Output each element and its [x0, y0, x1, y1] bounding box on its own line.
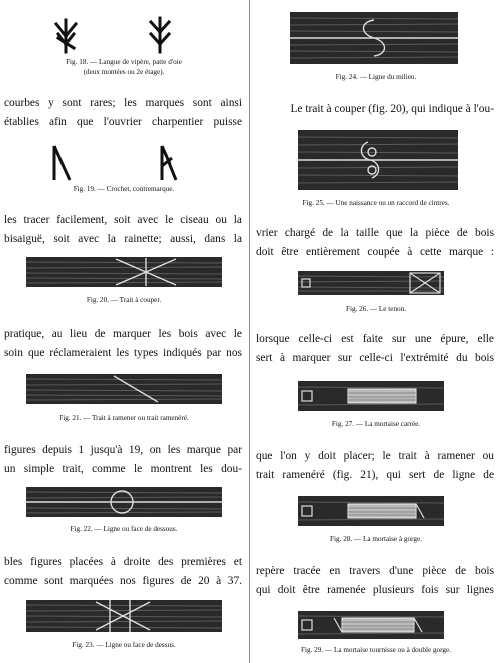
fig21-board	[26, 374, 222, 404]
fig28-caption: Fig. 28. — La mortaise à gorge.	[330, 535, 422, 543]
fig18-caption: Fig. 18. — Langue de vipère, patte d'oie	[66, 58, 182, 66]
paragraph-line: trait ramenéré (fig. 21), qui sert de ligne de	[256, 469, 494, 481]
fig18-marks	[48, 14, 208, 54]
fig19-marks	[48, 140, 208, 182]
fig25-caption: Fig. 25. — Une naissance ou un raccord de cintres.	[302, 199, 450, 207]
fig25-board	[298, 130, 458, 190]
right-column	[252, 0, 500, 663]
paragraph-line: comme sont marquées nos figures de 20 à 37.	[4, 575, 242, 587]
paragraph-line: courbes y sont rares; les marques sont ainsi	[4, 97, 242, 109]
fig20-caption: Fig. 20. — Trait à couper.	[86, 296, 162, 304]
paragraph-line: un simple trait, comme le montrent les dou-	[4, 463, 242, 475]
fig29-caption: Fig. 29. — La mortaise tournisse ou à double gorge.	[301, 646, 451, 654]
fig22-caption: Fig. 22. — Ligne ou face de dessous.	[70, 525, 178, 533]
fig18-caption-sub: (deux montées ou 2e étage).	[83, 68, 165, 76]
fig24-board	[290, 12, 458, 64]
fig22-board	[26, 487, 222, 517]
fig27-board	[298, 381, 444, 411]
fig28-board	[298, 496, 444, 526]
paragraph-line: vrier chargé de la taille que la pièce de bois	[256, 227, 494, 239]
viper-tongue-mark	[56, 20, 76, 52]
fig20-board	[26, 257, 222, 287]
goose-foot-mark	[151, 18, 169, 52]
hook-mark	[54, 146, 70, 180]
fig23-board	[26, 600, 222, 632]
fig26-board	[298, 271, 444, 295]
paragraph-line: pratique, au lieu de marquer les bois avec le	[4, 328, 242, 340]
paragraph-line: Le trait à couper (fig. 20), qui indique à l'ou-	[290, 103, 494, 115]
fig29-board	[298, 611, 444, 639]
paragraph-line: lorsque celle-ci est faite sur une épure, elle	[256, 333, 494, 345]
paragraph-line: doit être entièrement coupée à cette marque :	[256, 246, 494, 258]
fig24-caption: Fig. 24. — Ligne du milieu.	[335, 73, 417, 81]
paragraph-line: qui doit être ramenée plusieurs fois sur lignes	[256, 584, 494, 596]
paragraph-line: bles figures placées à droite des premières et	[4, 556, 242, 568]
paragraph-line: que l'on y doit placer; le trait à ramener ou	[256, 450, 494, 462]
paragraph-line: repère tracée en travers d'une pièce de bois	[256, 565, 494, 577]
fig23-caption: Fig. 23. — Ligne ou face de dessus.	[72, 641, 176, 649]
paragraph-line: établies afin que l'ouvrier charpentier puisse	[4, 116, 242, 128]
fig26-caption: Fig. 26. — Le tenon.	[345, 305, 407, 313]
column-divider	[249, 0, 250, 663]
paragraph-line: les tracer facilement, soit avec le ciseau ou la	[4, 214, 242, 226]
fig19-caption: Fig. 19. — Crochet, contremarque.	[73, 185, 175, 193]
paragraph-line: figures depuis 1 jusqu'à 19, on les marque par	[4, 444, 242, 456]
fig27-caption: Fig. 27. — La mortaise carrée.	[331, 420, 421, 428]
left-column	[0, 0, 248, 663]
counter-mark	[162, 146, 176, 180]
paragraph-line: soin que réclameraient les types indiqués par nos	[4, 347, 242, 359]
paragraph-line: bisaiguë, soit avec la rainette; aussi, dans la	[4, 233, 242, 245]
paragraph-line: sert à marquer sur celle-ci l'extrémité du bois	[256, 352, 494, 364]
fig21-caption: Fig. 21. — Trait à ramener ou trait ramenéré.	[59, 414, 189, 422]
